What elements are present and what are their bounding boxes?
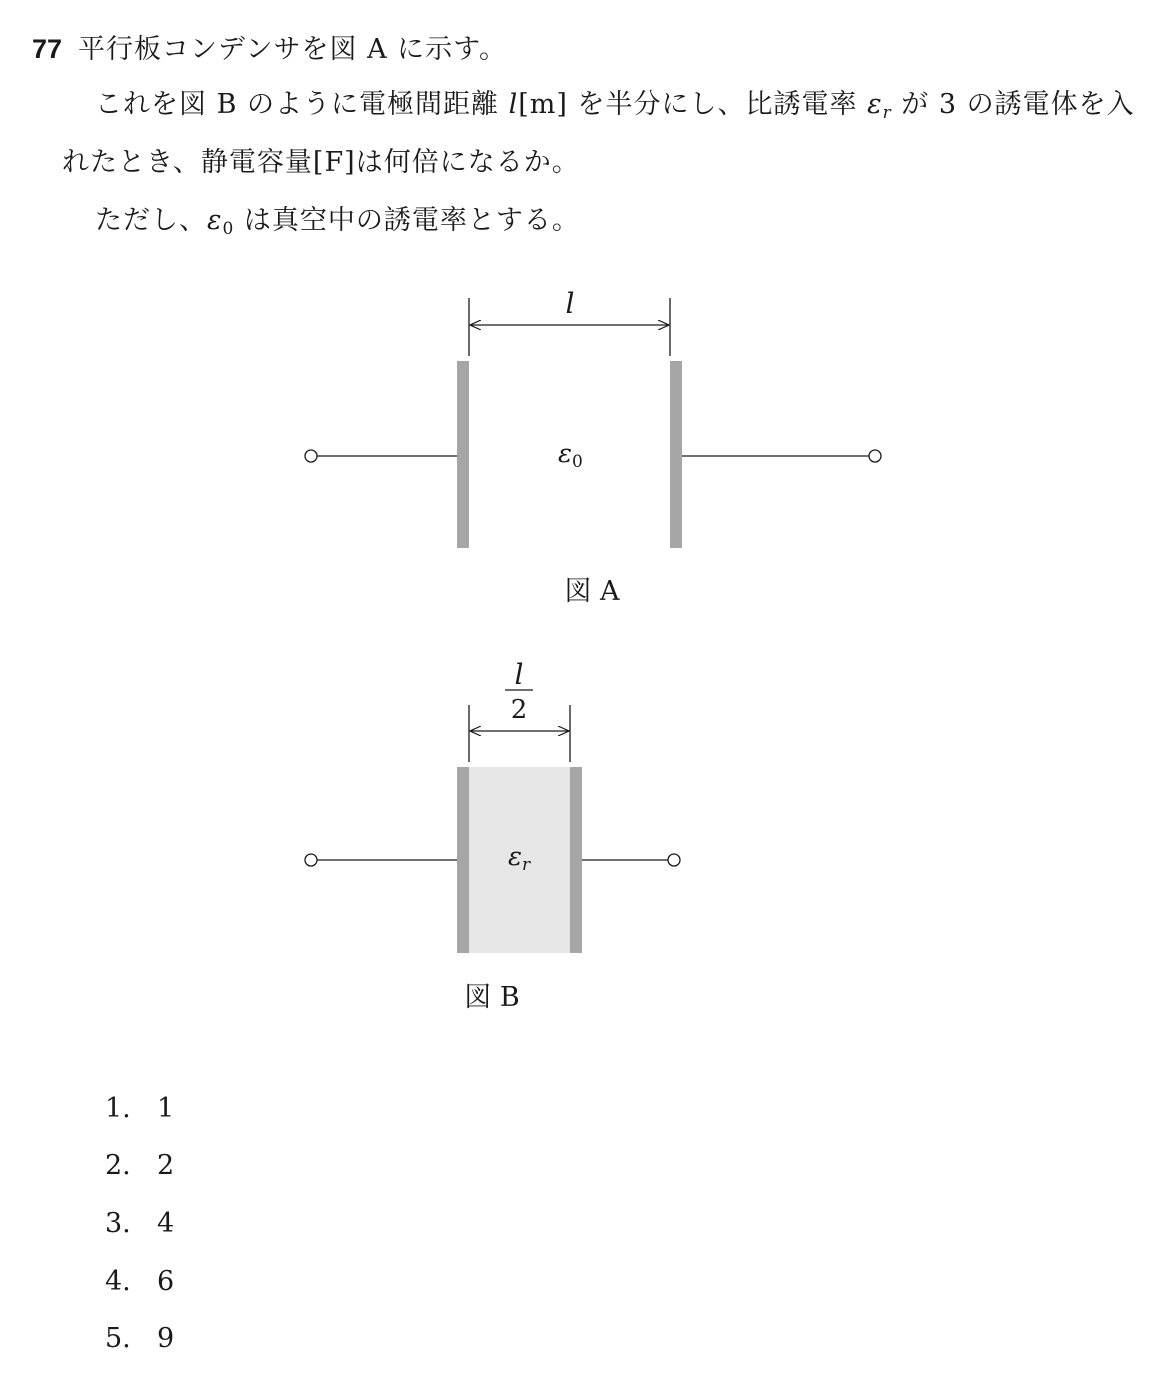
epsilon-r-subscript: r [882, 103, 892, 123]
figure-b [305, 658, 680, 1013]
question-text-4b: は真空中の誘電率とする。 [234, 205, 580, 236]
choice-value: 1 [157, 1093, 175, 1124]
choice-4[interactable] [105, 1265, 174, 1299]
question-text-2a: これを図 B のように電極間距離 [95, 89, 509, 120]
question-line-3: れたとき、静電容量[F]は何倍になるか。 [62, 147, 580, 178]
question-text-1: 平行板コンデンサを図 A に示す。 [78, 34, 508, 65]
question-number: 77 [32, 34, 63, 64]
choice-value: 9 [157, 1323, 175, 1354]
choice-number: 4. [105, 1266, 131, 1297]
choice-number: 2. [105, 1150, 131, 1181]
epsilon-r-label-subscript: r [521, 855, 531, 875]
figure-a [305, 287, 881, 607]
epsilon-0-subscript: 0 [222, 219, 235, 239]
epsilon-0-label-symbol: ε [558, 439, 572, 469]
figure-a-caption: 図 A [564, 576, 620, 607]
terminal-right-a [869, 450, 881, 462]
question-text-2b: [m] を半分にし、比誘電率 [518, 89, 868, 120]
epsilon-0-label [558, 439, 583, 472]
choice-number: 3. [105, 1208, 131, 1239]
choice-value: 6 [157, 1266, 175, 1297]
epsilon-r-symbol: ε [867, 89, 883, 120]
figure-b-caption: 図 B [464, 982, 520, 1013]
choice-1[interactable] [105, 1092, 174, 1126]
question-text-4a: ただし、 [95, 205, 207, 236]
epsilon-0-label-subscript: 0 [571, 452, 583, 472]
plate-right-b [570, 767, 582, 953]
epsilon-r-label-symbol: ε [508, 842, 522, 872]
variable-l: l [508, 89, 519, 120]
terminal-left-a [305, 450, 317, 462]
choice-number: 1. [105, 1093, 131, 1124]
choice-number: 5. [105, 1323, 131, 1354]
epsilon-0-symbol: ε [207, 205, 223, 236]
choice-2[interactable] [105, 1149, 174, 1183]
terminal-left-b [305, 854, 317, 866]
dimension-label-l-a: l [565, 287, 575, 320]
choice-value: 4 [157, 1208, 175, 1239]
plate-left-a [457, 361, 469, 548]
plate-left-b [457, 767, 469, 953]
choice-5[interactable] [105, 1322, 174, 1356]
fraction-denominator-2: 2 [510, 695, 528, 725]
choice-value: 2 [157, 1150, 175, 1181]
plate-right-a [670, 361, 682, 548]
fraction-numerator-l: l [514, 658, 524, 691]
choice-3[interactable] [105, 1207, 174, 1241]
terminal-right-b [668, 854, 680, 866]
question-text-2c: が 3 の誘電体を入 [891, 89, 1135, 120]
